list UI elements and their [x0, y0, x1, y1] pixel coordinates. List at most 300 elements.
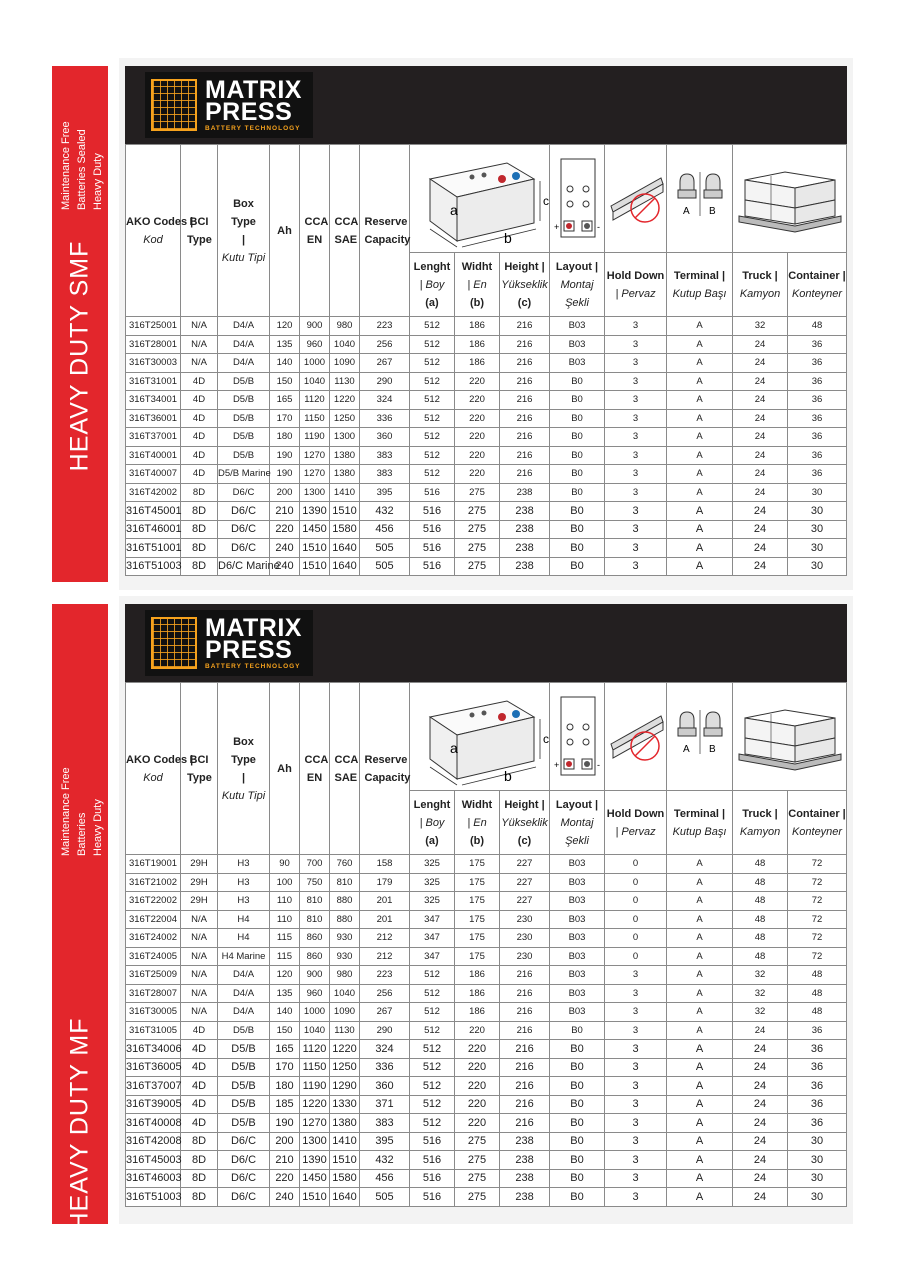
table-cell: 48	[733, 929, 788, 948]
pallet-boxes-icon	[733, 683, 847, 791]
table-row	[126, 354, 847, 373]
table-cell: 24	[733, 502, 788, 521]
table-cell: 516	[410, 520, 455, 539]
table-cell: 275	[455, 539, 500, 558]
table-cell: 30	[788, 1151, 847, 1170]
table-cell: 316T42008	[126, 1132, 181, 1151]
table-cell: 186	[455, 966, 500, 985]
table-cell: 432	[360, 502, 410, 521]
side-caption-smf-3	[92, 153, 105, 210]
table-cell: 140	[270, 354, 300, 373]
table-cell: 1300	[300, 483, 330, 502]
table-cell: 36	[788, 1095, 847, 1114]
table-cell: A	[667, 929, 733, 948]
table-cell: 200	[270, 1132, 300, 1151]
table-cell: 432	[360, 1151, 410, 1170]
table-cell: 516	[410, 483, 455, 502]
table-cell: 140	[270, 1003, 300, 1022]
table-cell: B0	[550, 1021, 605, 1040]
table-cell: 3	[605, 557, 667, 576]
table-cell: A	[667, 1077, 733, 1096]
table-cell: 3	[605, 520, 667, 539]
table-cell: B0	[550, 1188, 605, 1207]
table-cell: 1380	[330, 446, 360, 465]
table-cell: 324	[360, 391, 410, 410]
table-cell: 267	[360, 354, 410, 373]
table-cell: 48	[733, 910, 788, 929]
logo-name-line1: MATRIX	[205, 613, 302, 642]
table-cell: 316T40008	[126, 1114, 181, 1133]
table-cell: 216	[500, 428, 550, 447]
table-cell: B0	[550, 1040, 605, 1059]
table-cell: 1000	[300, 1003, 330, 1022]
table-cell: 316T30005	[126, 1003, 181, 1022]
svg-text:b: b	[504, 767, 512, 784]
table-cell: 1330	[330, 1095, 360, 1114]
table-cell: 1150	[300, 409, 330, 428]
table-row	[126, 984, 847, 1003]
table-cell: A	[667, 1151, 733, 1170]
battery-layout-icon	[550, 683, 605, 791]
table-cell: D5/B	[218, 1077, 270, 1096]
table-cell: 216	[500, 966, 550, 985]
table-cell: 216	[500, 1040, 550, 1059]
table-cell: 316T34001	[126, 391, 181, 410]
table-cell: A	[667, 873, 733, 892]
table-cell: 512	[410, 1040, 455, 1059]
table-row	[126, 409, 847, 428]
table-cell: 230	[500, 910, 550, 929]
table-cell: B0	[550, 483, 605, 502]
table-cell: 4D	[181, 446, 218, 465]
table-cell: 275	[455, 557, 500, 576]
table-cell: 3	[605, 1188, 667, 1207]
table-cell: 316T39005	[126, 1095, 181, 1114]
table-cell: A	[667, 1169, 733, 1188]
table-cell: 175	[455, 873, 500, 892]
table-row	[126, 910, 847, 929]
table-cell: 48	[733, 855, 788, 874]
table-cell: B0	[550, 428, 605, 447]
table-cell: 36	[788, 428, 847, 447]
table-cell: D6/C Marine	[218, 557, 270, 576]
table-cell: 216	[500, 354, 550, 373]
table-cell: 930	[330, 929, 360, 948]
table-row	[126, 1003, 847, 1022]
table-cell: 512	[410, 317, 455, 336]
table-cell: 216	[500, 1095, 550, 1114]
table-cell: 1190	[300, 428, 330, 447]
battery-layout-icon	[550, 145, 605, 253]
table-cell: A	[667, 539, 733, 558]
table-cell: 227	[500, 873, 550, 892]
table-cell: 1040	[300, 1021, 330, 1040]
table-cell: 36	[788, 1021, 847, 1040]
table-cell: B0	[550, 539, 605, 558]
table-cell: 3	[605, 428, 667, 447]
table-cell: 30	[788, 1169, 847, 1188]
table-cell: 4D	[181, 465, 218, 484]
table-cell: 212	[360, 929, 410, 948]
table-cell: 1510	[300, 557, 330, 576]
header-hold-down: Hold Down | Pervaz	[605, 791, 667, 855]
table-cell: B03	[550, 984, 605, 1003]
table-cell: D4/A	[218, 317, 270, 336]
table-cell: 316T36001	[126, 409, 181, 428]
table-cell: A	[667, 855, 733, 874]
caption-line: Heavy Duty	[92, 799, 104, 856]
table-cell: 930	[330, 947, 360, 966]
table-cell: 24	[733, 1095, 788, 1114]
table-cell: 3	[605, 966, 667, 985]
table-cell: D5/B	[218, 428, 270, 447]
table-cell: D5/B	[218, 1058, 270, 1077]
table-cell: 180	[270, 1077, 300, 1096]
table-cell: 3	[605, 446, 667, 465]
table-cell: 24	[733, 557, 788, 576]
table-cell: N/A	[181, 354, 218, 373]
header-bci-type: BCI Type	[181, 683, 218, 855]
table-cell: 223	[360, 317, 410, 336]
table-cell: 325	[410, 892, 455, 911]
table-cell: 200	[270, 483, 300, 502]
table-cell: 8D	[181, 502, 218, 521]
table-row	[126, 1132, 847, 1151]
svg-text:b: b	[504, 229, 512, 246]
table-cell: 135	[270, 984, 300, 1003]
table-cell: B0	[550, 1077, 605, 1096]
table-cell: B0	[550, 391, 605, 410]
table-cell: 170	[270, 1058, 300, 1077]
table-row	[126, 502, 847, 521]
logo-tagline: BATTERY TECHNOLOGY	[205, 124, 301, 132]
table-cell: B0	[550, 1058, 605, 1077]
table-cell: 1640	[330, 539, 360, 558]
table-cell: 72	[788, 873, 847, 892]
table-cell: 3	[605, 1077, 667, 1096]
svg-text:B: B	[708, 205, 716, 217]
table-cell: 230	[500, 947, 550, 966]
table-cell: 48	[733, 873, 788, 892]
table-cell: N/A	[181, 966, 218, 985]
table-cell: 383	[360, 446, 410, 465]
table-cell: A	[667, 1021, 733, 1040]
table-cell: 275	[455, 1169, 500, 1188]
svg-text:c: c	[543, 731, 549, 746]
table-row	[126, 520, 847, 539]
table-cell: 456	[360, 520, 410, 539]
table-cell: 220	[455, 465, 500, 484]
table-cell: 216	[500, 391, 550, 410]
table-cell: B0	[550, 1095, 605, 1114]
table-cell: 24	[733, 483, 788, 502]
table-cell: 1640	[330, 1188, 360, 1207]
table-cell: 1580	[330, 520, 360, 539]
table-cell: 201	[360, 892, 410, 911]
table-cell: 4D	[181, 391, 218, 410]
table-cell: B0	[550, 372, 605, 391]
table-cell: 1130	[330, 372, 360, 391]
header-length: Lenght | Boy (a)	[410, 253, 455, 317]
table-cell: 505	[360, 1188, 410, 1207]
table-cell: 190	[270, 465, 300, 484]
table-cell: 216	[500, 372, 550, 391]
table-cell: 72	[788, 855, 847, 874]
table-row	[126, 1058, 847, 1077]
table-cell: 516	[410, 1132, 455, 1151]
table-cell: B03	[550, 966, 605, 985]
table-cell: 3	[605, 502, 667, 521]
header-height: Height | Yükseklik (c)	[500, 253, 550, 317]
table-cell: 216	[500, 1021, 550, 1040]
table-cell: 24	[733, 354, 788, 373]
header-ako-codes: AKO Codes | Kod	[126, 683, 181, 855]
section-title-smf: HEAVY DUTY SMF	[65, 240, 94, 472]
table-cell: 1580	[330, 1169, 360, 1188]
table-cell: 24	[733, 1114, 788, 1133]
table-cell: B03	[550, 910, 605, 929]
header-reserve-capacity: Reserve Capacity	[360, 683, 410, 855]
table-cell: 316T34006	[126, 1040, 181, 1059]
table-cell: 175	[455, 929, 500, 948]
table-cell: 8D	[181, 539, 218, 558]
table-cell: 24	[733, 335, 788, 354]
table-cell: 179	[360, 873, 410, 892]
table-cell: H3	[218, 892, 270, 911]
table-cell: 267	[360, 1003, 410, 1022]
table-cell: 150	[270, 1021, 300, 1040]
svg-text:-: -	[597, 759, 601, 770]
logo-grid-icon	[151, 79, 197, 131]
table-row	[126, 1021, 847, 1040]
table-cell: 175	[455, 910, 500, 929]
table-cell: 4D	[181, 1021, 218, 1040]
table-cell: 29H	[181, 892, 218, 911]
table-cell: 4D	[181, 409, 218, 428]
hold-down-icon	[605, 683, 667, 791]
table-cell: 383	[360, 1114, 410, 1133]
table-cell: 8D	[181, 1132, 218, 1151]
table-cell: N/A	[181, 317, 218, 336]
caption-line: Heavy Duty	[92, 153, 104, 210]
table-cell: 336	[360, 409, 410, 428]
table-cell: 216	[500, 465, 550, 484]
table-cell: 1380	[330, 1114, 360, 1133]
table-cell: 48	[733, 947, 788, 966]
table-cell: 29H	[181, 855, 218, 874]
table-cell: 512	[410, 1114, 455, 1133]
table-cell: B0	[550, 502, 605, 521]
table-cell: A	[667, 910, 733, 929]
section-title-mf: HEAVY DUTY MF	[65, 1017, 94, 1231]
table-cell: 512	[410, 1095, 455, 1114]
table-cell: B0	[550, 465, 605, 484]
caption-line: Batteries	[76, 812, 88, 856]
table-cell: 1410	[330, 1132, 360, 1151]
table-cell: 1220	[330, 391, 360, 410]
table-cell: 4D	[181, 1058, 218, 1077]
table-cell: 32	[733, 984, 788, 1003]
table-cell: N/A	[181, 1003, 218, 1022]
table-cell: 336	[360, 1058, 410, 1077]
table-row	[126, 855, 847, 874]
header-ako-codes: AKO Codes | Kod	[126, 145, 181, 317]
table-cell: 1380	[330, 465, 360, 484]
table-cell: D6/C	[218, 1188, 270, 1207]
table-cell: 0	[605, 873, 667, 892]
terminal-icon	[667, 683, 733, 791]
table-cell: 24	[733, 1021, 788, 1040]
table-cell: 275	[455, 1188, 500, 1207]
table-cell: 30	[788, 1188, 847, 1207]
table-cell: 810	[300, 910, 330, 929]
table-cell: 36	[788, 1040, 847, 1059]
table-row	[126, 929, 847, 948]
table-cell: 516	[410, 502, 455, 521]
table-cell: A	[667, 391, 733, 410]
table-cell: H4	[218, 910, 270, 929]
table-cell: 516	[410, 1188, 455, 1207]
battery-dimension-diagram-icon	[410, 145, 550, 253]
table-cell: 8D	[181, 1188, 218, 1207]
side-caption-mf-3	[92, 799, 105, 856]
table-cell: A	[667, 892, 733, 911]
table-cell: N/A	[181, 335, 218, 354]
table-cell: 880	[330, 910, 360, 929]
table-cell: A	[667, 483, 733, 502]
table-cell: 1640	[330, 557, 360, 576]
table-cell: 1450	[300, 520, 330, 539]
mf-panel	[119, 596, 853, 1224]
table-cell: 3	[605, 354, 667, 373]
logo-name-line2: PRESS	[205, 635, 293, 664]
table-row	[126, 428, 847, 447]
table-row	[126, 317, 847, 336]
table-cell: 980	[330, 966, 360, 985]
table-row	[126, 1169, 847, 1188]
table-cell: 316T40001	[126, 446, 181, 465]
table-cell: 316T45003	[126, 1151, 181, 1170]
table-cell: 316T37001	[126, 428, 181, 447]
table-cell: 48	[788, 317, 847, 336]
table-cell: 900	[300, 966, 330, 985]
table-cell: 512	[410, 966, 455, 985]
table-cell: 960	[300, 335, 330, 354]
table-cell: 3	[605, 1114, 667, 1133]
table-cell: 36	[788, 465, 847, 484]
mf-spec-table	[125, 682, 847, 1207]
table-cell: 325	[410, 873, 455, 892]
table-cell: B0	[550, 557, 605, 576]
table-cell: 1090	[330, 354, 360, 373]
caption-line: Batteries Sealed	[76, 129, 88, 210]
table-cell: 1290	[330, 1077, 360, 1096]
header-terminal: Terminal | Kutup Başı	[667, 253, 733, 317]
table-cell: 371	[360, 1095, 410, 1114]
table-cell: 110	[270, 892, 300, 911]
table-cell: 24	[733, 539, 788, 558]
table-cell: 316T46003	[126, 1169, 181, 1188]
table-cell: 275	[455, 483, 500, 502]
table-cell: 158	[360, 855, 410, 874]
table-cell: B03	[550, 1003, 605, 1022]
header-cca-en: CCA EN	[300, 683, 330, 855]
table-cell: 3	[605, 1095, 667, 1114]
table-cell: 316T19001	[126, 855, 181, 874]
table-cell: 316T51001	[126, 539, 181, 558]
table-cell: 316T25009	[126, 966, 181, 985]
table-cell: 24	[733, 409, 788, 428]
table-cell: D4/A	[218, 354, 270, 373]
table-cell: 1300	[300, 1132, 330, 1151]
table-cell: 48	[788, 1003, 847, 1022]
header-cca-en: CCA EN	[300, 145, 330, 317]
table-cell: B03	[550, 892, 605, 911]
table-row	[126, 1095, 847, 1114]
table-cell: 1000	[300, 354, 330, 373]
table-cell: 516	[410, 539, 455, 558]
header-truck: Truck | Kamyon	[733, 253, 788, 317]
table-cell: 72	[788, 892, 847, 911]
table-cell: 512	[410, 391, 455, 410]
table-cell: 860	[300, 929, 330, 948]
table-cell: 32	[733, 317, 788, 336]
table-cell: 216	[500, 335, 550, 354]
table-cell: D5/B	[218, 1040, 270, 1059]
table-cell: 8D	[181, 1151, 218, 1170]
table-cell: 227	[500, 855, 550, 874]
logo-tagline: BATTERY TECHNOLOGY	[205, 662, 301, 670]
table-cell: 220	[455, 1021, 500, 1040]
table-cell: 4D	[181, 428, 218, 447]
table-cell: 186	[455, 354, 500, 373]
table-cell: 1130	[330, 1021, 360, 1040]
table-cell: 1390	[300, 1151, 330, 1170]
table-cell: 324	[360, 1040, 410, 1059]
table-cell: 24	[733, 372, 788, 391]
table-cell: 256	[360, 335, 410, 354]
header-terminal: Terminal | Kutup Başı	[667, 791, 733, 855]
table-cell: D5/B	[218, 1021, 270, 1040]
header-box-type: Box Type | Kutu Tipi	[218, 145, 270, 317]
smf-spec-table	[125, 144, 847, 576]
table-cell: 115	[270, 929, 300, 948]
table-cell: 290	[360, 372, 410, 391]
table-cell: 0	[605, 910, 667, 929]
table-cell: 1270	[300, 446, 330, 465]
table-cell: 1510	[330, 502, 360, 521]
brand-logo	[145, 72, 313, 138]
table-cell: 48	[733, 892, 788, 911]
table-cell: B03	[550, 335, 605, 354]
table-cell: B0	[550, 1114, 605, 1133]
table-cell: 220	[270, 1169, 300, 1188]
table-cell: 3	[605, 539, 667, 558]
table-cell: 8D	[181, 483, 218, 502]
table-cell: 512	[410, 428, 455, 447]
table-cell: 238	[500, 539, 550, 558]
header-cca-sae: CCA SAE	[330, 683, 360, 855]
table-cell: A	[667, 409, 733, 428]
table-cell: 316T24005	[126, 947, 181, 966]
table-cell: H3	[218, 873, 270, 892]
table-cell: 238	[500, 1132, 550, 1151]
table-cell: 24	[733, 1058, 788, 1077]
table-cell: 516	[410, 1151, 455, 1170]
table-cell: 186	[455, 984, 500, 1003]
table-cell: 36	[788, 409, 847, 428]
table-cell: 220	[455, 1077, 500, 1096]
